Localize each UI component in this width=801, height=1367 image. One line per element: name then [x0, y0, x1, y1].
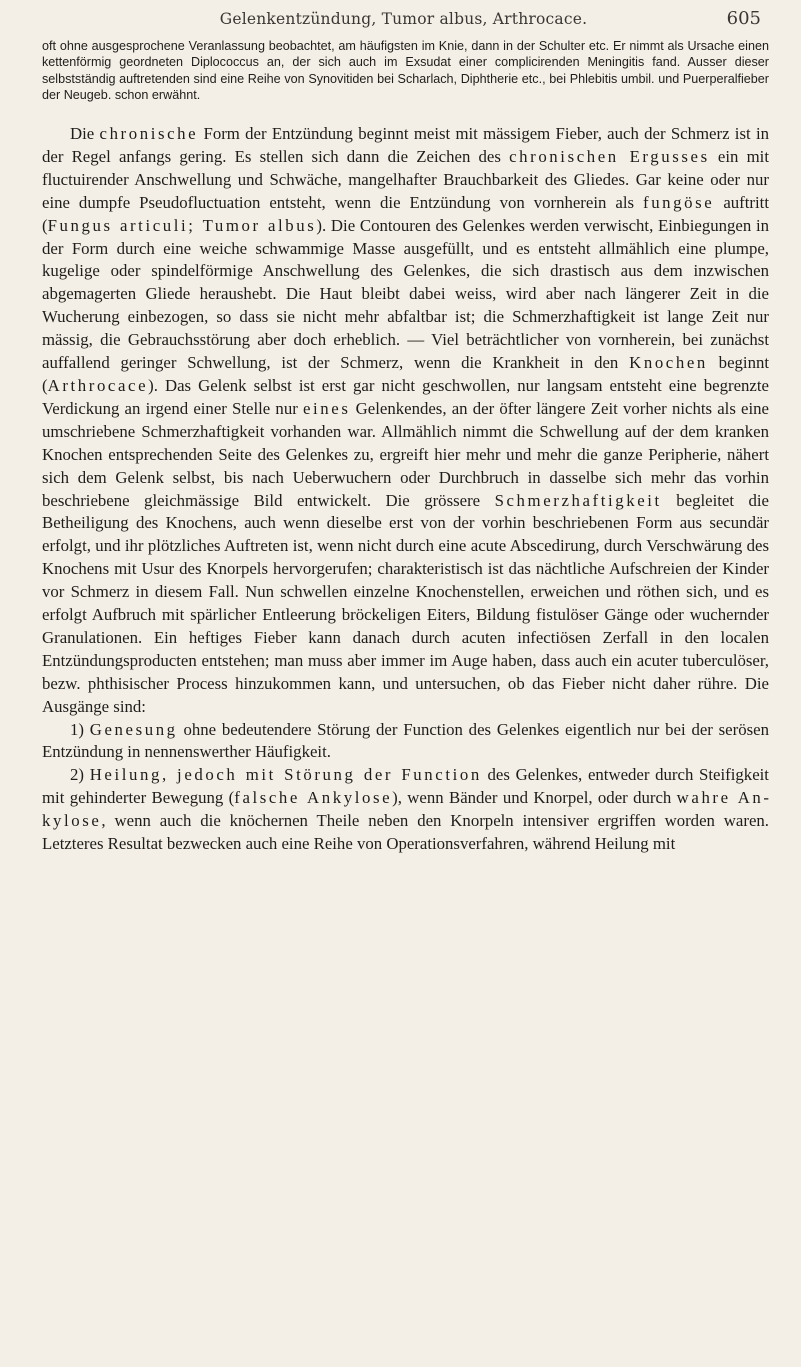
- running-title: Gelenkentzündung, Tumor albus, Arthrocace.: [219, 10, 588, 28]
- running-header: [40, 10, 767, 32]
- text-run: auftritt (: [42, 192, 769, 235]
- text-run: begleitet die Betheiligung des Knochens, auch wenn dieselbe erst von der vorhin beschriebenen Form aus secundär erfolgt, und ihr plötzliches Auftreten ist, wenn nicht durch eine acute Abscedirung, durch Verschwärung des Knochens mit Usur des Knorpels hervorgerufen; charakteristisch ist das nächtliche Aufschreien der Kinder vor Schmerz in diesem Fall. Nun schwellen einzelne Knochenstellen, erweichen und röthen sich, und es erfolgt Aufbruch mit spärlicher Entleerung bröckeligen Eiters, Bildung fistulöser Gänge oder wuchernder Granulationen. Ein heftiges Fieber kann danach durch acuten infectiösen Zerfall in den localen Entzündungsproducten entstehen; man muss aber immer im Auge haben, dass auch ein acuter tuberculöser, bezw. phthisischer Process hinzukommen kann, und untersuchen, ob das Fieber nicht daher rühre. Die Ausgänge sind:: [42, 490, 769, 716]
- list-number: 2): [70, 765, 90, 785]
- text-run: beginnt (: [42, 353, 770, 395]
- spaced-term: eines: [303, 398, 351, 418]
- text-run: ). Die Contouren des Gelenkes werden verwischt, Einbiegungen in der Form durch eine weiche schwammige Masse ausgefüllt, und es entsteht allmählich eine plumpe, kugelige oder spindelförmige Anschwellung des Gelenkes, die sich drastisch aus dem inzwischen abgemagerten Gliede heraushebt. Die Haut bleibt dabei weiss, wird aber nach längerer Zeit in die Wucherung einbezogen, so dass sie nicht mehr abfaltbar ist; die Schmerzhaftigkeit ist lange Zeit nur mässig, die Gebrauchsstörung aber doch erheblich. — Viel beträchtlicher von vornherein, bei zunächst auffallend geringer Schwellung, ist der Schmerz, wenn die Krankheit in den: [42, 215, 769, 373]
- text-run: des Gelenkes, entweder durch Steifigkeit mit gehinderter Bewegung (: [42, 765, 769, 808]
- paragraph-chronic-form: [42, 123, 769, 719]
- spaced-term: chronische: [99, 124, 199, 143]
- list-item-heilung: [42, 764, 769, 856]
- text-run: ein mit fluctuirender Anschwellung und Schwäche, mangelhafter Brauchbarkeit des Gliedes. Gar keine oder nur eine dumpfe Pseudofluctuation entsteht, wenn die Entzündung von vornherein als: [42, 146, 769, 212]
- spaced-term: Genesung: [89, 719, 178, 739]
- text-run: ). Das Gelenk selbst ist erst gar nicht geschwollen, nur langsam entsteht eine begrenzte Verdickung an irgend einer Stelle nur: [42, 375, 769, 418]
- spaced-term: fungöse: [643, 192, 715, 212]
- small-print-paragraph: oft ohne ausgesprochene Veranlassung beobachtet, am häufigsten im Knie, dann in der Schulter etc. Er nimmt als Ursache einen kettenförmig geordneten Diplococcus an, der sich auch im Exsudat einer complicirenden Meningitis fand. Ausser dieser selbstständig auftretenden sind eine Reihe von Synovitiden bei Scharlach, Diphtherie etc., bei Phlebitis umbil. und Puerperalfieber der Neugeb. schon erwähnt.: [42, 39, 769, 102]
- spaced-term: Fungus articuli; Tumor albus: [47, 215, 317, 235]
- body-text: [42, 123, 769, 856]
- spaced-term: falsche Ankylose: [234, 788, 393, 808]
- text-run: Gelenkendes, an der öfter längere Zeit vorher nichts als eine umschriebene Schmerzhaftigkeit vorhanden war. Allmählich nimmt die Schwellung auf der dem kranken Knochen entsprechenden Seite des Gelenkes zu, ergreift hier mehr und mehr die ganze Peripherie, nähert sich dem Gelenk selbst, bis nach Ueberwuchern oder Durchbruch in dasselbe sich mehr das vorhin beschriebene gleichmässige Bild entwickelt. Die grössere: [42, 398, 770, 510]
- spaced-term: Heilung, jedoch mit Störung der Function: [89, 765, 482, 785]
- list-item-genesung: [42, 719, 769, 765]
- text-run: ), wenn Bänder und Knorpel, oder durch: [392, 788, 677, 808]
- spaced-term: wahre Ankylose: [42, 788, 770, 831]
- spaced-term: Schmerzhaftigkeit: [494, 490, 662, 510]
- text-run: Die: [70, 124, 100, 143]
- list-number: 1): [70, 719, 90, 739]
- text-run: , wenn auch die knöchernen Theile neben den Knorpeln intensiver ergriffen worden waren. Letzteres Resultat bezwecken auch eine Reihe von Operationsverfahren, während Heilung mit: [42, 811, 769, 854]
- spaced-term: chronischen Ergusses: [509, 146, 710, 166]
- page-number: 605: [726, 8, 761, 29]
- spaced-term: Arthrocace: [47, 375, 149, 395]
- spaced-term: Knochen: [629, 353, 708, 373]
- text-run: ohne bedeutendere Störung der Function des Gelenkes eigentlich nur bei der serösen Entzündung in nennenswerther Häufigkeit.: [42, 719, 769, 762]
- text-run: Form der Entzündung beginnt meist mit mässigem Fieber, auch der Schmerz ist in der Regel anfangs gering. Es stellen sich dann die Zeichen des: [42, 124, 769, 166]
